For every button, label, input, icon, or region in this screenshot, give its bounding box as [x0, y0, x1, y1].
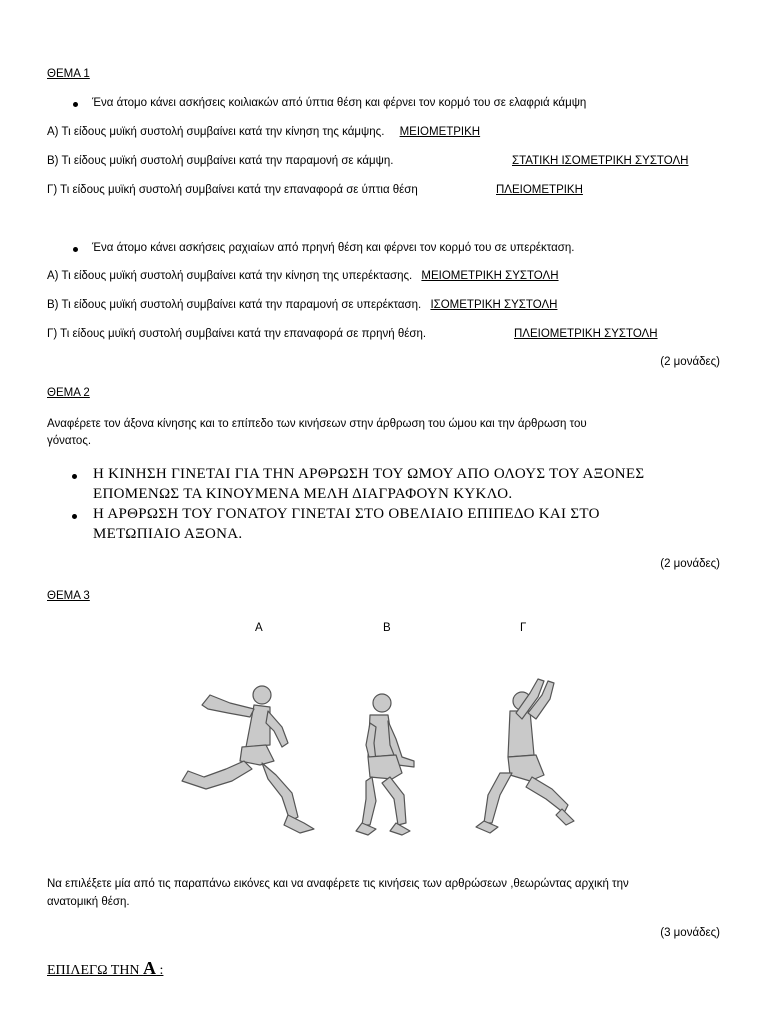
- anatomy-figures: [170, 665, 610, 855]
- answer: ΜΕΙΟΜΕΤΡΙΚΗ: [399, 126, 481, 138]
- question-text: Α) Τι είδους μυϊκή συστολή συμβαίνει κατά την κίνηση της κάμψης.: [47, 126, 385, 138]
- theme1-bullet1: Ένα άτομο κάνει ασκήσεις κοιλιακών από ύπτια θέση και φέρνει τον κορμό του σε ελαφριά κάμψη: [92, 97, 587, 109]
- runner-figure-a: [182, 686, 314, 833]
- answer: ΜΕΙΟΜΕΤΡΙΚΗ ΣΥΣΤΟΛΗ: [421, 270, 559, 282]
- theme2-question-line2: γόνατος.: [47, 435, 92, 447]
- theme3-question-line1: Να επιλέξετε μία από τις παραπάνω εικόνες και να αναφέρετε τις κινήσεις των αρθρώσεων ,θεωρώντας αρχική την: [47, 878, 629, 890]
- bullet-dot: [72, 474, 77, 479]
- question-text: Β) Τι είδους μυϊκή συστολή συμβαίνει κατά την παραμονή σε υπερέκταση.: [47, 299, 422, 311]
- theme1-heading: ΘΕΜΑ 1: [47, 68, 90, 80]
- theme3-points: (3 μονάδες): [660, 927, 720, 939]
- theme2-answer2-line1: Η ΑΡΘΡΩΣΗ ΤΟΥ ΓΟΝΑΤΟΥ ΓΙΝΕΤΑΙ ΣΤΟ ΟΒΕΛΙΑΙΟ ΕΠΙΠΕΔΟ ΚΑΙ ΣΤΟ: [93, 506, 600, 522]
- theme1-q2-text: Β) Τι είδους μυϊκή συστολή συμβαίνει κατά την παραμονή σε κάμψη.: [47, 155, 394, 167]
- standing-figure-b: [356, 694, 414, 835]
- theme2-question-line1: Αναφέρετε τον άξονα κίνησης και το επίπεδο των κινήσεων στην άρθρωση του ώμου και την άρθρωση του: [47, 418, 587, 430]
- theme1-q1: [47, 126, 480, 138]
- figure-label-b: Β: [383, 622, 391, 634]
- theme1-q6-answer: ΠΛΕΙΟΜΕΤΡΙΚΗ ΣΥΣΤΟΛΗ: [514, 328, 658, 340]
- theme1-q5: [47, 299, 557, 311]
- choice-letter: Α: [143, 958, 157, 978]
- theme3-heading: ΘΕΜΑ 3: [47, 590, 90, 602]
- question-text: Α) Τι είδους μυϊκή συστολή συμβαίνει κατά την κίνηση της υπερέκτασης.: [47, 270, 413, 282]
- theme2-heading: ΘΕΜΑ 2: [47, 387, 90, 399]
- bullet-dot: [72, 514, 77, 519]
- choice-suffix: :: [156, 963, 164, 978]
- theme1-q6-text: Γ) Τι είδους μυϊκή συστολή συμβαίνει κατά την επαναφορά σε πρηνή θέση.: [47, 328, 427, 340]
- theme1-points: (2 μονάδες): [660, 356, 720, 368]
- theme2-answer1-line2: ΕΠΟΜΕΝΩΣ ΤΑ ΚΙΝΟΥΜΕΝΑ ΜΕΛΗ ΔΙΑΓΡΑΦΟΥΝ ΚΥΚΛΟ.: [93, 486, 513, 502]
- figure-label-c: Γ: [520, 622, 527, 634]
- bullet-dot: [73, 102, 78, 107]
- theme2-answer2-line2: ΜΕΤΩΠΙΑΙΟ ΑΞΟΝΑ.: [93, 526, 243, 542]
- theme3-question-line2: ανατομική θέση.: [47, 896, 130, 908]
- figure-label-a: Α: [255, 622, 263, 634]
- leaping-figure-c: [476, 679, 574, 833]
- theme1-q3-text: Γ) Τι είδους μυϊκή συστολή συμβαίνει κατά την επαναφορά σε ύπτια θέση: [47, 184, 418, 196]
- theme1-bullet2: Ένα άτομο κάνει ασκήσεις ραχιαίων από πρηνή θέση και φέρνει τον κορμό του σε υπερέκταση.: [92, 242, 575, 254]
- theme2-points: (2 μονάδες): [660, 558, 720, 570]
- answer: ΙΣΟΜΕΤΡΙΚΗ ΣΥΣΤΟΛΗ: [430, 299, 558, 311]
- theme2-answer1-line1: Η ΚΙΝΗΣΗ ΓΙΝΕΤΑΙ ΓΙΑ ΤΗΝ ΑΡΘΡΩΣΗ ΤΟΥ ΩΜΟΥ ΑΠΟ ΟΛΟΥΣ ΤΟΥ ΑΞΟΝΕΣ: [93, 466, 645, 482]
- choice-answer: [47, 958, 163, 979]
- choice-prefix: ΕΠΙΛΕΓΩ ΤΗΝ: [47, 963, 144, 978]
- theme1-q3-answer: ΠΛΕΙΟΜΕΤΡΙΚΗ: [496, 184, 583, 196]
- theme1-q4: [47, 270, 559, 282]
- theme1-q2-answer: ΣΤΑΤΙΚΗ ΙΣΟΜΕΤΡΙΚΗ ΣΥΣΤΟΛΗ: [512, 155, 689, 167]
- bullet-dot: [73, 247, 78, 252]
